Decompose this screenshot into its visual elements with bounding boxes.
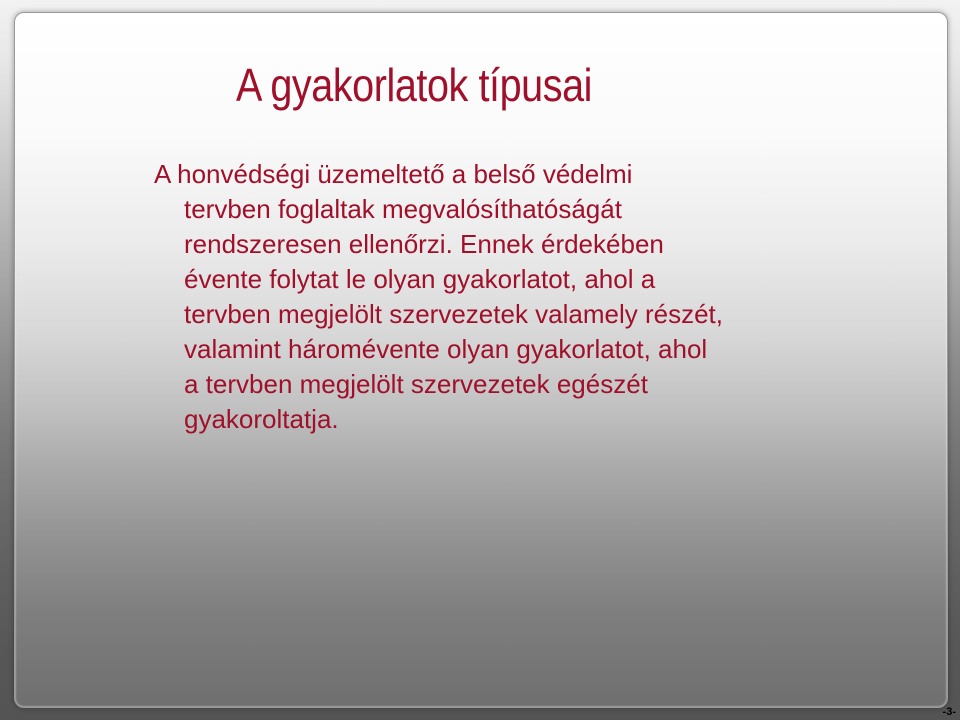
body-line: valamint háromévente olyan gyakorlatot, ahol bbox=[184, 334, 708, 364]
body-line: a tervben megjelölt szervezetek egészét bbox=[184, 369, 648, 399]
body-line: tervben foglaltak megvalósíthatóságát bbox=[184, 194, 622, 224]
body-line: évente folytat le olyan gyakorlatot, ahol a bbox=[184, 264, 656, 294]
body-line: A honvédségi üzemeltető a belső védelmi bbox=[154, 159, 633, 189]
slide-title: A gyakorlatok típusai bbox=[236, 59, 593, 111]
page-number: -3- bbox=[942, 706, 956, 718]
body-line: tervben megjelölt szervezetek valamely részét, bbox=[184, 299, 724, 329]
body-line: gyakoroltatja. bbox=[184, 404, 339, 434]
slide-body-text bbox=[154, 157, 854, 437]
body-line: rendszeresen ellenőrzi. Ennek érdekében bbox=[184, 229, 664, 259]
